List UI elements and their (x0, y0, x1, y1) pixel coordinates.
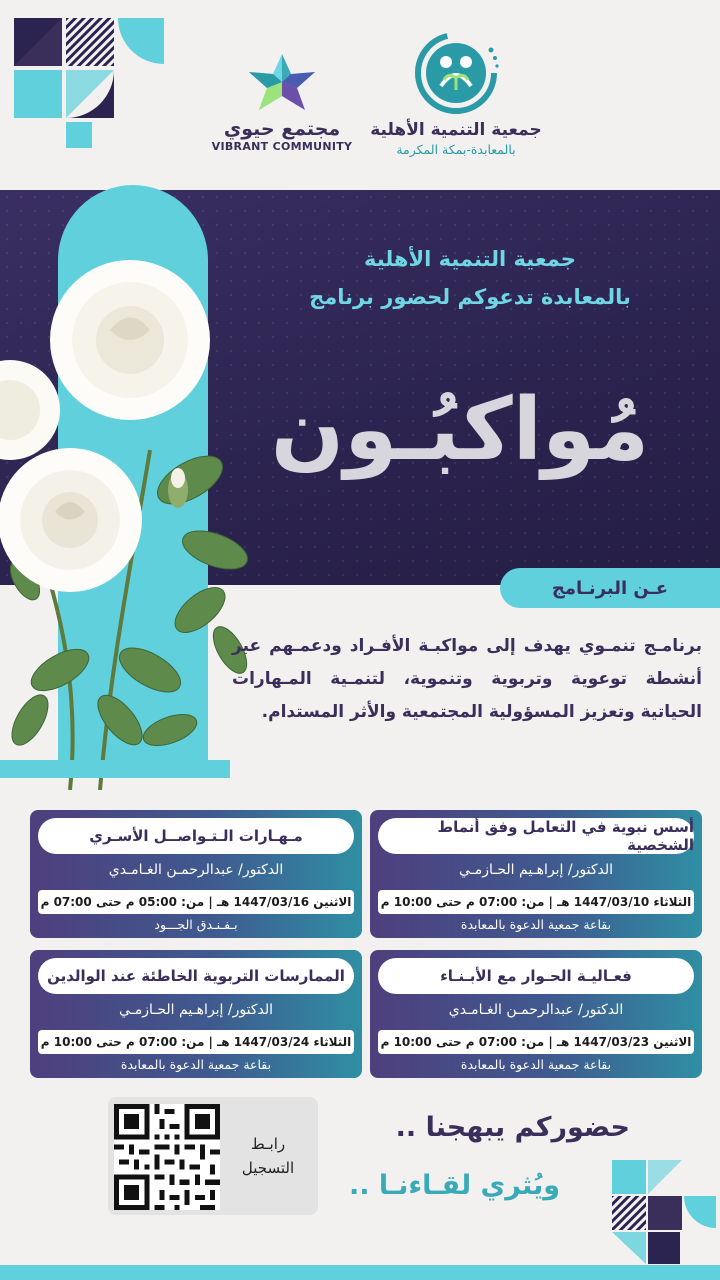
partner-logo (206, 52, 358, 170)
session-venue: بقاعة جمعية الدعوة بالمعابدة (460, 917, 612, 932)
partner-name: مجتمع حيوي (223, 118, 341, 140)
session-time: الاثنين 1447/03/23 هـ | من: 07:00 م حتى 10:00 م (378, 1030, 694, 1054)
family-tree-ring-icon (411, 28, 501, 118)
session-time: الثلاثاء 1447/03/10 هـ | من: 07:00 م حتى 10:00 م (378, 890, 694, 914)
session-card (30, 950, 362, 1078)
session-speaker: الدكتور/ إبراهـيم الحـازمـي (118, 1002, 274, 1018)
session-speaker: الدكتور/ عبدالرحمـن الغـامـدي (108, 862, 284, 878)
org-location: بالمعابدة-بمكة المكرمة (396, 142, 516, 157)
org-logo (366, 28, 546, 173)
qr-code-icon[interactable] (114, 1104, 220, 1210)
about-text: برنامـج تنمـوي يهدف إلى مواكبـة الأفـراد ودعمـهم عبر أنشطة توعوية وتربوية وتنموية، لتنمـية المـهارات الحياتية وتعزيز المسؤولية المجتمعية والأثر المستدام. (232, 636, 702, 722)
session-time: الثلاثاء 1447/03/24 هـ | من: 07:00 م حتى 10:00 م (38, 1030, 354, 1054)
partner-name-en: VIBRANT COMMUNITY (211, 140, 353, 153)
registration-label-line-1: رابـط (250, 1135, 286, 1153)
star-mosaic-icon (245, 52, 319, 114)
registration-label (228, 1132, 308, 1180)
invitation-text (250, 240, 690, 316)
session-venue: بقاعة جمعية الدعوة بالمعابدة (120, 1057, 272, 1072)
invitation-line-2: بالمعابدة تدعوكم لحضور برنامج (309, 285, 631, 309)
session-speaker: الدكتور/ عبدالرحمـن الغـامـدي (448, 1002, 624, 1018)
teal-strip (0, 760, 230, 778)
session-venue: بـفـنـدق الجـــود (154, 917, 238, 932)
program-title: مُواكبُـون (270, 380, 650, 480)
session-title: أسس نبوية في التعامل وفق أنماط الشخصية (378, 818, 694, 854)
session-time: الاثنين 1447/03/16 هـ | من: 05:00 م حتى 07:00 م (38, 890, 354, 914)
about-badge: عـن البرنـامج (500, 568, 720, 608)
session-title: الممارسات التربوية الخاطئة عند الوالدين (38, 958, 354, 994)
corner-decoration-bottom (612, 1160, 716, 1264)
org-name: جمعية التنمية الأهلية (370, 120, 542, 140)
corner-decoration-top (14, 18, 164, 148)
session-title: فعـاليـة الحـوار مع الأبـنـاء (378, 958, 694, 994)
closing-line-2: ويُثري لقـاءنـا .. (348, 1170, 560, 1201)
invitation-line-1: جمعية التنمية الأهلية (364, 247, 576, 271)
session-venue: بقاعة جمعية الدعوة بالمعابدة (460, 1057, 612, 1072)
session-card (370, 950, 702, 1078)
session-title: مـهـارات الـتـواصــل الأسـري (38, 818, 354, 854)
bottom-teal-strip (0, 1265, 720, 1280)
session-card (370, 810, 702, 938)
closing-line-1: حضوركم يبهجنا .. (395, 1112, 630, 1143)
session-speaker: الدكتور/ إبراهـيم الحـازمـي (458, 862, 614, 878)
session-card (30, 810, 362, 938)
registration-label-line-2: التسجيل (241, 1159, 295, 1177)
